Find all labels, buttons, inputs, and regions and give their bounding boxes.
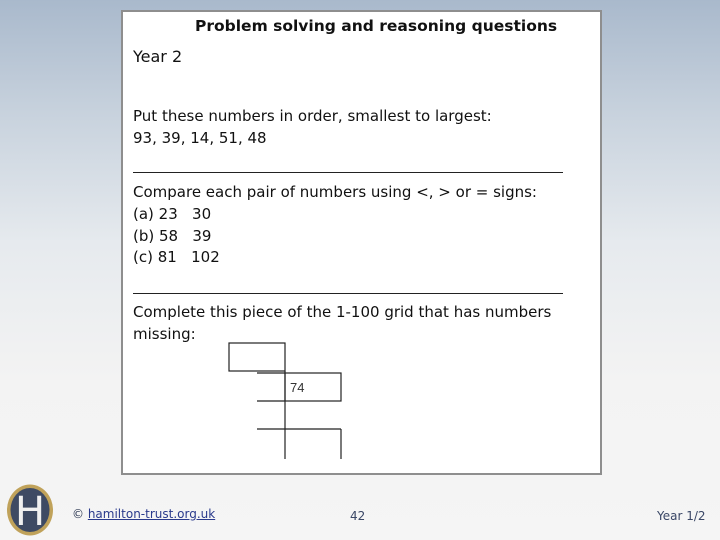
question-1-numbers: 93, 39, 14, 51, 48 (133, 129, 267, 147)
question-2-part-a: (a) 23 30 (133, 205, 212, 223)
question-2-part-c: (c) 81 102 (133, 248, 220, 266)
grid-given-number: 74 (290, 380, 305, 395)
worksheet-title: Problem solving and reasoning questions (195, 17, 558, 35)
question-3-prompt-line-1: Complete this piece of the 1-100 grid that has numbers (133, 303, 552, 321)
question-2-part-b: (b) 58 39 (133, 227, 212, 245)
worksheet-card (121, 10, 602, 475)
hamilton-logo (5, 483, 55, 537)
footer-copyright (72, 507, 215, 521)
site-link[interactable]: hamilton-trust.org.uk (87, 507, 216, 521)
question-3-prompt-line-2: missing: (133, 325, 196, 343)
footer-year-label: Year 1/2 (657, 509, 706, 523)
question-2-prompt: Compare each pair of numbers using <, > or = signs: (133, 183, 537, 201)
logo-letter: H (14, 489, 46, 535)
question-1-prompt: Put these numbers in order, smallest to largest: (133, 107, 492, 125)
grid-cell-top (229, 343, 285, 371)
hundred-grid-piece (123, 12, 604, 477)
page-number: 42 (350, 509, 366, 523)
copyright-symbol: © (72, 507, 84, 521)
year-label: Year 2 (133, 47, 183, 66)
